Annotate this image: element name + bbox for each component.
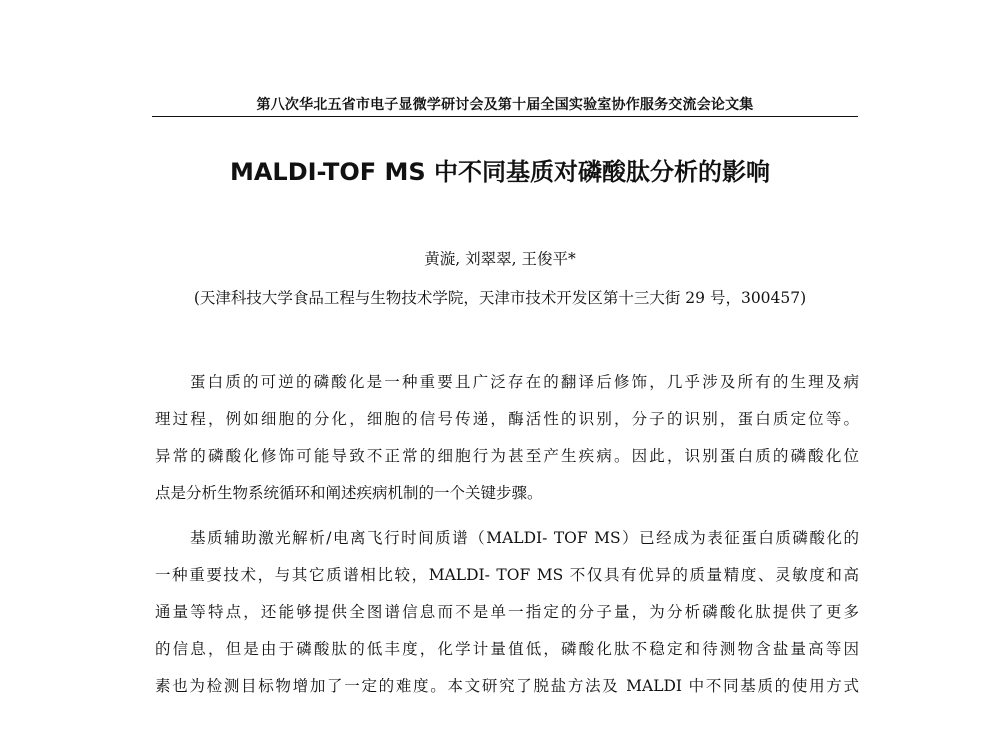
author-affiliation: (天津科技大学食品工程与生物技术学院，天津市技术开发区第十三大街 29 号，300457) bbox=[193, 289, 807, 307]
text-line: 的信息，但是由于磷酸肽的低丰度，化学计量值低，磷酸化肽不稳定和待测物含盐量高等因 bbox=[155, 640, 859, 658]
text-line: 基质辅助激光解析/电离飞行时间质谱（MALDI- TOF MS）已经成为表征蛋白质磷酸化的 bbox=[190, 529, 859, 547]
text-line: 点是分析生物系统循环和阐述疾病机制的一个关键步骤。 bbox=[155, 484, 543, 502]
header-rule bbox=[152, 116, 858, 117]
text-line: 素也为检测目标物增加了一定的难度。本文研究了脱盐方法及 MALDI 中不同基质的使用方式 bbox=[155, 677, 859, 695]
text-line: 通量等特点，还能够提供全图谱信息而不是单一指定的分子量，为分析磷酸化肽提供了更多 bbox=[155, 603, 859, 621]
text-line: 理过程，例如细胞的分化，细胞的信号传递，酶活性的识别，分子的识别，蛋白质定位等。 bbox=[155, 410, 859, 428]
running-header: 第八次华北五省市电子显微学研讨会及第十届全国实验室协作服务交流会论文集 bbox=[256, 97, 754, 113]
text-line: 异常的磷酸化修饰可能导致不正常的细胞行为甚至产生疾病。因此，识别蛋白质的磷酸化位 bbox=[155, 447, 859, 465]
text-line: 蛋白质的可逆的磷酸化是一种重要且广泛存在的翻译后修饰，几乎涉及所有的生理及病 bbox=[190, 373, 859, 391]
author-list: 黄漩, 刘翠翠, 王俊平* bbox=[424, 250, 576, 268]
text-line: 一种重要技术，与其它质谱相比较，MALDI- TOF MS 不仅具有优异的质量精度、灵敏度和高 bbox=[155, 566, 859, 584]
paper-title: MALDI-TOF MS 中不同基质对磷酸肽分析的影响 bbox=[229, 158, 771, 186]
